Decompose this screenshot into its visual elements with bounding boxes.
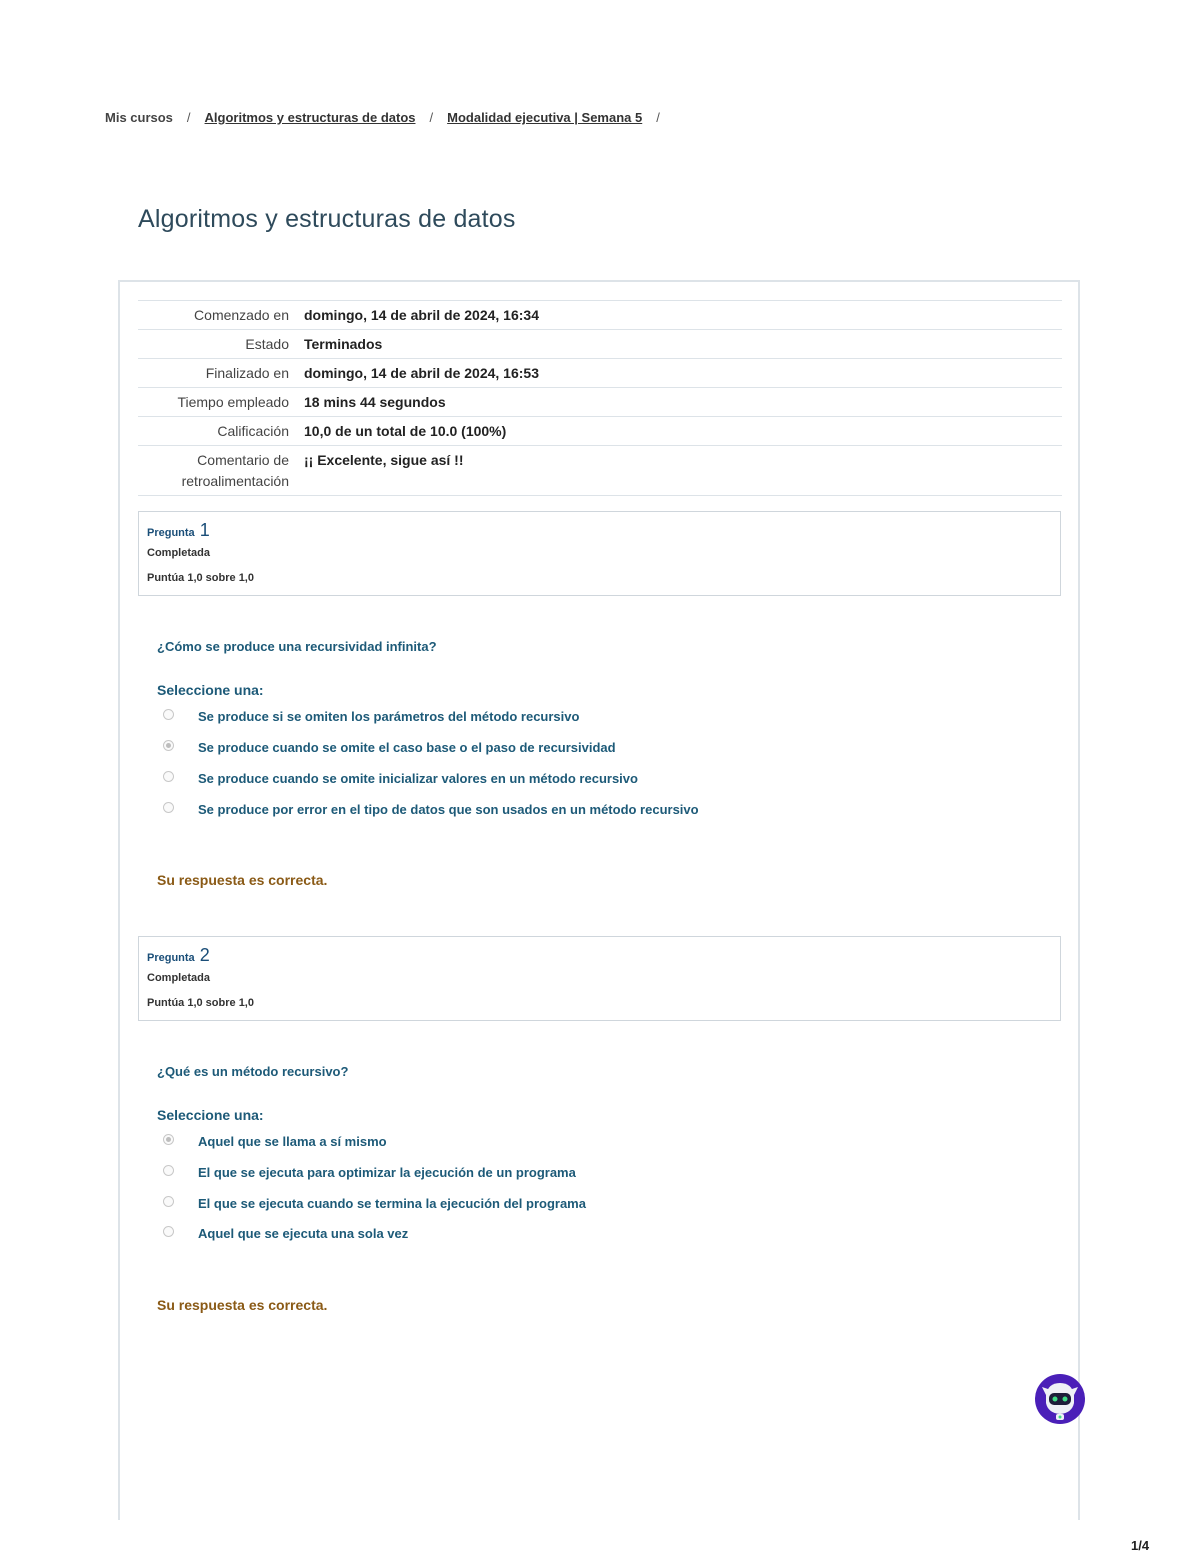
attempt-summary-table [138, 300, 1062, 496]
select-prompt-2: Seleccione una: [157, 1107, 264, 1123]
radio-button[interactable] [163, 1226, 174, 1237]
answer-label: Se produce cuando se omite inicializar valores en un método recursivo [198, 771, 638, 786]
radio-button[interactable] [163, 709, 174, 720]
question-info-1 [138, 511, 1061, 596]
answer-option[interactable] [163, 802, 699, 817]
answer-option[interactable] [163, 1196, 586, 1211]
answer-label: Se produce cuando se omite el caso base o el paso de recursividad [198, 740, 616, 755]
question-state: Completada [147, 972, 210, 984]
radio-button[interactable] [163, 1165, 174, 1176]
question-label: Pregunta [147, 952, 195, 964]
breadcrumb [105, 110, 674, 125]
answer-option[interactable] [163, 709, 579, 724]
question-info-2 [138, 936, 1061, 1021]
answer-option[interactable] [163, 1134, 387, 1149]
answer-option[interactable] [163, 1226, 408, 1241]
question-text-1: ¿Cómo se produce una recursividad infinita? [157, 639, 437, 654]
question-label: Pregunta [147, 527, 195, 539]
question-number-value: 2 [199, 945, 210, 965]
radio-button[interactable] [163, 771, 174, 782]
radio-button[interactable] [163, 1196, 174, 1207]
robot-icon [1034, 1373, 1086, 1425]
answer-label: Aquel que se llama a sí mismo [198, 1134, 387, 1149]
summary-row [138, 417, 1062, 446]
summary-row [138, 359, 1062, 388]
summary-value: ¡¡ Excelente, sigue así !! [304, 452, 464, 468]
question-number-value: 1 [199, 520, 210, 540]
summary-label: Calificación [217, 423, 289, 439]
breadcrumb-separator: / [429, 110, 434, 125]
select-prompt-1: Seleccione una: [157, 682, 264, 698]
question-number [147, 520, 1052, 541]
summary-label: Comenzado en [194, 307, 289, 323]
summary-row [138, 446, 1062, 496]
summary-label: Comentario de retroalimentación [181, 452, 289, 489]
question-grade: Puntúa 1,0 sobre 1,0 [147, 997, 254, 1009]
page-title: Algoritmos y estructuras de datos [138, 205, 516, 233]
answer-label: El que se ejecuta cuando se termina la ejecución del programa [198, 1196, 586, 1211]
summary-value: 10,0 de un total de 10.0 (100%) [304, 423, 507, 439]
page-number: 1/4 [1131, 1538, 1150, 1553]
question-number [147, 945, 1052, 966]
summary-value: 18 mins 44 segundos [304, 394, 446, 410]
summary-label: Finalizado en [205, 365, 289, 381]
chatbot-button[interactable] [1034, 1373, 1086, 1425]
question-text-2: ¿Qué es un método recursivo? [157, 1064, 349, 1079]
summary-row [138, 330, 1062, 359]
summary-label: Tiempo empleado [177, 394, 289, 410]
answer-label: Aquel que se ejecuta una sola vez [198, 1226, 409, 1241]
radio-button-selected[interactable] [163, 740, 174, 751]
answer-label: Se produce si se omiten los parámetros del método recursivo [198, 709, 580, 724]
answer-label: Se produce por error en el tipo de datos que son usados en un método recursivo [198, 802, 699, 817]
answer-label: El que se ejecuta para optimizar la ejecución de un programa [198, 1165, 576, 1180]
summary-value: domingo, 14 de abril de 2024, 16:34 [304, 307, 539, 323]
answer-option[interactable] [163, 771, 638, 786]
summary-value: Terminados [304, 336, 383, 352]
answer-option[interactable] [163, 1165, 576, 1180]
summary-row [138, 301, 1062, 330]
summary-label: Estado [245, 336, 289, 352]
breadcrumb-separator: / [656, 110, 660, 125]
breadcrumb-mis-cursos[interactable]: Mis cursos [105, 110, 173, 125]
answer-feedback-1: Su respuesta es correcta. [157, 872, 328, 888]
radio-button[interactable] [163, 802, 174, 813]
question-grade: Puntúa 1,0 sobre 1,0 [147, 572, 254, 584]
breadcrumb-section-link[interactable]: Modalidad ejecutiva | Semana 5 [447, 110, 643, 125]
summary-value: domingo, 14 de abril de 2024, 16:53 [304, 365, 539, 381]
radio-button-selected[interactable] [163, 1134, 174, 1145]
breadcrumb-course-link[interactable]: Algoritmos y estructuras de datos [204, 110, 416, 125]
summary-row [138, 388, 1062, 417]
answer-option[interactable] [163, 740, 616, 755]
question-state: Completada [147, 547, 210, 559]
answer-feedback-2: Su respuesta es correcta. [157, 1297, 328, 1313]
breadcrumb-separator: / [186, 110, 191, 125]
